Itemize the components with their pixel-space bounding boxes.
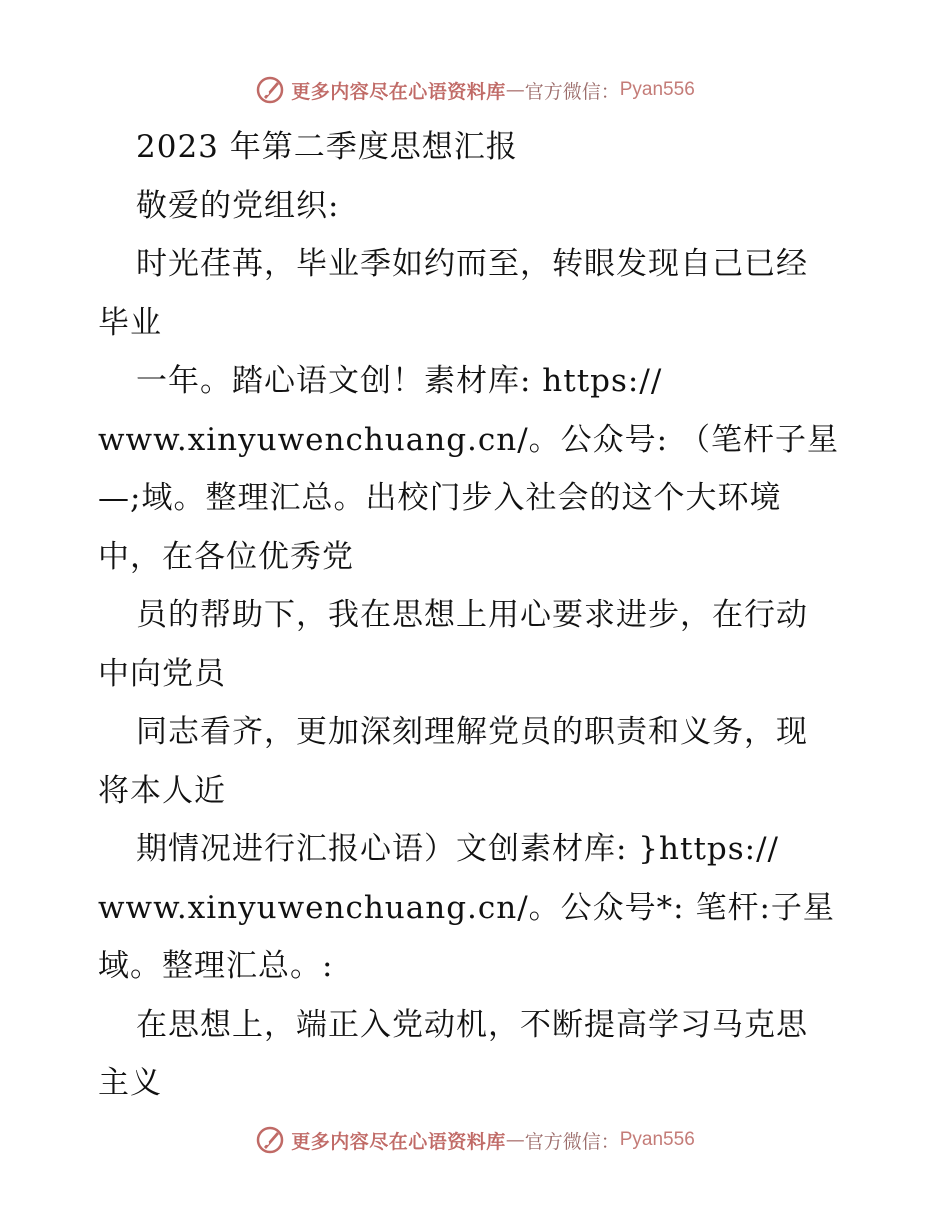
banner-title: 更多内容尽在心语资料库 (291, 1130, 506, 1153)
quill-pen-logo-icon (255, 1125, 285, 1155)
body-line: 域。整理汇总。: (98, 948, 334, 984)
body-line: 期情况进行汇报心语）文创素材库: }https:// (136, 831, 779, 867)
banner-separator: — (505, 79, 525, 101)
banner-wechat-label: 官方微信： (524, 1130, 620, 1153)
body-line: www.xinyuwenchuang.cn/。公众号*: 笔杆:子星 (98, 889, 835, 926)
body-line: www.xinyuwenchuang.cn/。公众号: （笔杆子星 (98, 421, 839, 458)
body-line: 员的帮助下，我在思想上用心要求进步，在行动 (136, 597, 808, 633)
banner-title: 更多内容尽在心语资料库 (291, 80, 506, 103)
body-line: 同志看齐，更加深刻理解党员的职责和义务，现 (136, 714, 808, 750)
body-line: 在思想上，端正入党动机，不断提高学习马克思 (136, 1006, 808, 1043)
footer-banner (0, 1120, 950, 1160)
salutation: 敬爱的党组织: (136, 187, 340, 224)
body-line: —;域。整理汇总。出校门步入社会的这个大环境 (98, 480, 782, 516)
body-line: 毕业 (98, 304, 162, 341)
body-line: 主义 (98, 1065, 162, 1101)
banner-wechat-label: 官方微信： (524, 80, 620, 103)
body-line: 一年。踏心语文创！素材库: https:// (136, 363, 663, 399)
body-line: 时光荏苒，毕业季如约而至，转眼发现自己已经 (136, 246, 808, 282)
banner-wechat-id: Pyan556 (619, 1129, 695, 1150)
quill-pen-logo-icon (255, 75, 285, 105)
doc-title: 2023 年第二季度思想汇报 (136, 129, 518, 165)
banner-wechat-id: Pyan556 (619, 79, 695, 100)
header-banner (0, 70, 950, 110)
banner-separator: — (505, 1129, 525, 1151)
body-line: 中向党员 (98, 655, 226, 692)
body-line: 将本人近 (98, 772, 226, 809)
body-line: 中，在各位优秀党 (98, 538, 354, 575)
document-body (98, 118, 858, 1113)
